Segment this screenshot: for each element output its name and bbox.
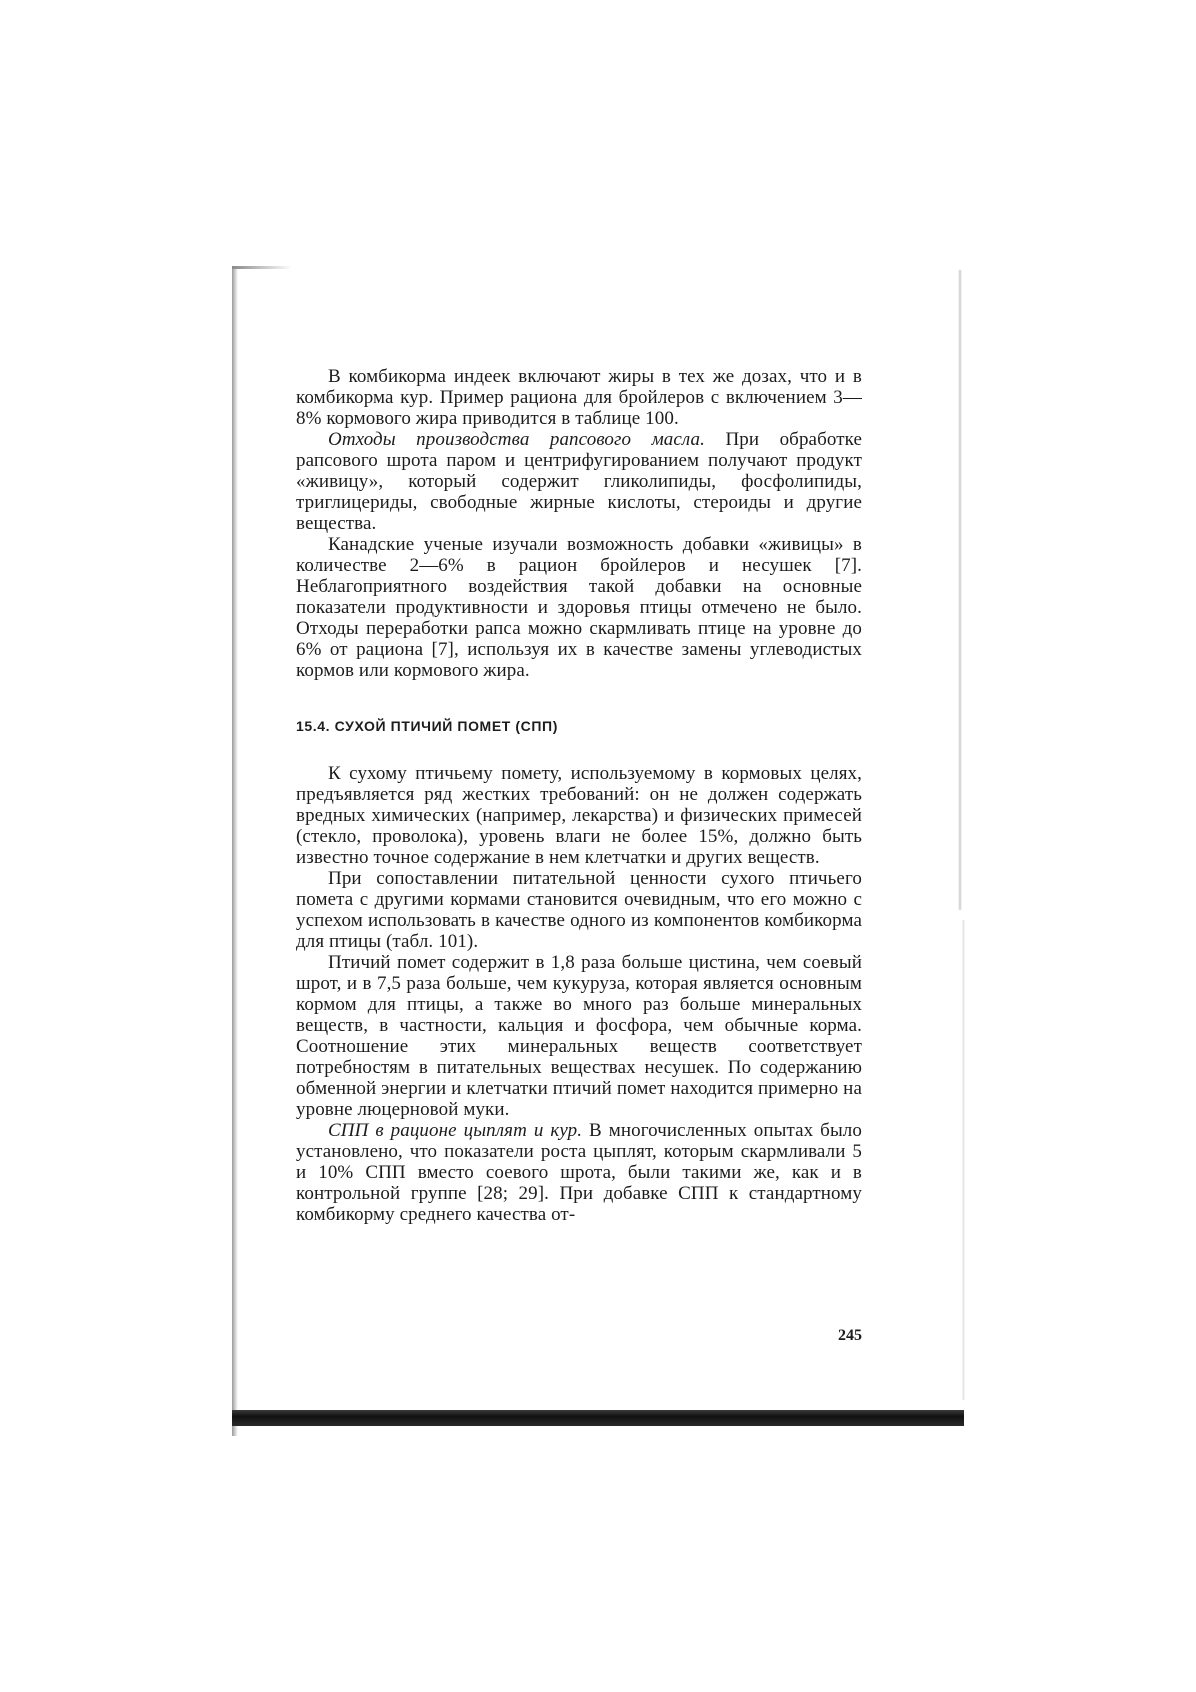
section-heading: 15.4. СУХОЙ ПТИЧИЙ ПОМЕТ (СПП) [296, 718, 558, 734]
paragraph-body: Канадские ученые изучали возможность добавки «живицы» в количестве 2—6% в рацион бройлеров и несушек [7]. Неблагоприятного воздействия такой добавки на основные показатели продуктивности и здоровья птицы отмечено не было. Отходы переработки рапса можно скармливать птице на уровне до 6% от рациона [7], используя их в качестве замены углеводистых кормов или кормового жира. [296, 534, 862, 681]
page-edge-right [958, 270, 962, 910]
paragraph-body: В многочисленных опытах было установлено, что показатели роста цыплят, которым скармливали 5 и 10% СПП вместо соевого шрота, были такими же, как и в контрольной группе [28; 29]. При добавке СПП к стандартному комбикорму среднего качества от- [296, 1120, 862, 1225]
paragraph-chick-diet [296, 1120, 862, 1225]
paragraph-lead: СПП в рационе цыплят и кур. [328, 1120, 583, 1141]
body-text [296, 366, 862, 1225]
page-edge-left [232, 266, 238, 1436]
page-edge-top-corner [232, 266, 292, 269]
paragraph-requirements [296, 763, 862, 868]
paragraph-turkey-feed [296, 366, 862, 429]
page-edge-bottom [232, 1410, 964, 1426]
paragraph-nutritional-value [296, 868, 862, 952]
paragraph-body: При обработке рапсового шрота паром и центрифугированием получают продукт «живицу», который содержит гликолипиды, фосфолипиды, триглицериды, свободные жирные кислоты, стероиды и другие вещества. [296, 429, 862, 534]
page-number: 245 [838, 1327, 862, 1344]
paragraph-body: К сухому птичьему помету, используемому в кормовых целях, предъявляется ряд жестких требований: он не должен содержать вредных химических (например, лекарства) и физических примесей (стекло, проволока), уровень влаги не более 15%, должно быть известно точное содержание в нем клетчатки и других веществ. [296, 763, 862, 868]
paragraph-cystine-content [296, 952, 862, 1120]
page-edge-right-lower [962, 920, 965, 1400]
paragraph-body: При сопоставлении питательной ценности сухого птичьего помета с другими кормами становится очевидным, что его можно с успехом использовать в качестве одного из компонентов комбикорма для птицы (табл. 101). [296, 868, 862, 952]
paragraph-lead: Отходы производства рапсового масла. [328, 429, 705, 450]
paragraph-body: Птичий помет содержит в 1,8 раза больше цистина, чем соевый шрот, и в 7,5 раза больше, чем кукуруза, которая является основным кормом для птицы, а также во много раз больше минеральных веществ, в частности, кальция и фосфора, чем обычные корма. Соотношение этих минеральных веществ соответствует потребностям в питательных веществах несушек. По содержанию обменной энергии и клетчатки птичий помет находится примерно на уровне люцерновой муки. [296, 952, 862, 1120]
paragraph-rapeseed-waste [296, 429, 862, 534]
paragraph-body: В комбикорма индеек включают жиры в тех же дозах, что и в комбикорма кур. Пример рациона для бройлеров с включением 3—8% кормового жира приводится в таблице 100. [296, 366, 862, 429]
paragraph-canadian-study [296, 534, 862, 681]
